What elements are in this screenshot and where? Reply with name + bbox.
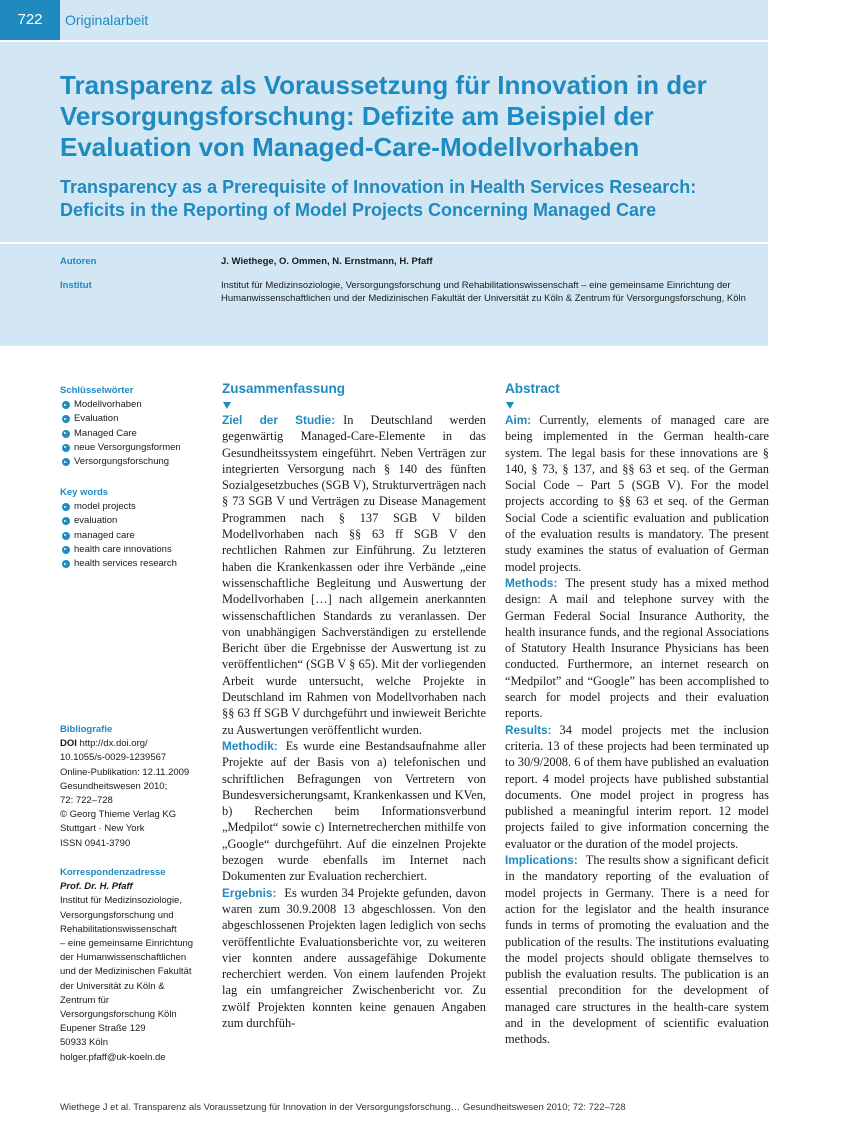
abstract-paragraph: Implications: The results show a significant deficit in the mandatory reporting of the evaluation of model projects in Germany. There is a need for action for the legislator and the health insurance funds in terms of promoting the evaluation and the publication of the results. The institutions evaluating the model projects should obligate themselves to publish the evaluation results. The publication is an essential precondition for the development of managed care structures in the health-care system and in the development of scientific evaluation methods.	[505, 853, 769, 1047]
page-number: 722	[0, 0, 60, 40]
keyword-item: Versorgungsforschung	[60, 455, 215, 469]
keyword-item: health care innovations	[60, 543, 215, 557]
keyword-item: model projects	[60, 500, 215, 514]
correspondence	[60, 866, 215, 1065]
contact-line: und der Medizinischen Fakultät	[60, 966, 192, 978]
bullet-arrow-icon	[62, 444, 70, 452]
bullet-arrow-icon	[62, 532, 70, 540]
institute-label: Institut	[60, 280, 92, 291]
bullet-arrow-icon	[62, 430, 70, 438]
correspondence-heading: Korrespondenzadresse	[60, 867, 166, 878]
contact-line: der Humanwissenschaftlichen	[60, 952, 187, 964]
divider	[0, 40, 768, 42]
abstract-paragraph: Methods: The present study has a mixed method design: A mail and telephone survey with the German Federal Social Insurance Authority, the health insurance funds, and the regional Associations of Statutory Health Insurance Physicians has been conducted. Furthermore, an internet research on “Medpilot” and “Google” has been accomplished to search for model projects and their evaluation reports.	[505, 575, 769, 721]
page-footer: Wiethege J et al. Transparenz als Voraussetzung für Innovation in der Versorgungsforschung… Gesundheitswesen 2010; 72: 722–728	[60, 1102, 626, 1113]
authors: J. Wiethege, O. Ommen, N. Ernstmann, H. Pfaff	[221, 256, 433, 267]
title-english: Transparency as a Prerequisite of Innovation in Health Services Research: Deficits in the Reporting of Model Projects Concerning Managed Care	[60, 177, 697, 220]
keywords-de	[60, 384, 215, 469]
issn: ISSN 0941-3790	[60, 837, 131, 849]
bibliography	[60, 723, 215, 851]
authors-label: Autoren	[60, 256, 97, 267]
keyword-item: Modellvorhaben	[60, 398, 215, 412]
title-german: Transparenz als Voraussetzung für Innovation in der Versorgungsforschung: Defizite am Beispiel der Evaluation von Managed-Care-Modellvorhaben	[60, 70, 707, 162]
keyword-item: Managed Care	[60, 427, 215, 441]
abstract-english-heading: Abstract	[505, 381, 560, 396]
contact-line: 50933 Köln	[60, 1037, 109, 1049]
contact-line: Eupener Straße 129	[60, 1023, 146, 1035]
journal: Gesundheitswesen 2010;	[60, 780, 168, 792]
abstract-english	[505, 380, 769, 1048]
keyword-item: evaluation	[60, 514, 215, 528]
abstract-paragraph: Aim: Currently, elements of managed care are being implemented in the German health-care system. The legal basis for these innovations are § 140, § 73, § 137, and §§ 63 et seq. of the German Social Code – Part 5 (SGB V). For the model projects according to §§ 63 et seq. of the German Social Code a scientific evaluation and publication of the evaluation results is mandatory. The present study examines the status of evaluation of German model projects.	[505, 413, 769, 574]
copyright: © Georg Thieme Verlag KG	[60, 809, 177, 821]
keyword-item: Evaluation	[60, 412, 215, 426]
contact-line: Institut für Medizinsoziologie,	[60, 895, 182, 907]
contact-name: Prof. Dr. H. Pfaff	[60, 881, 133, 893]
section-tag: Originalarbeit	[65, 12, 149, 28]
abstract-paragraph: Ziel der Studie: In Deutschland werden gegenwärtig Managed-Care-Elemente in das Gesundheitssystem eingeführt. Neben Verträgen zur integrierten Versorgung nach § 140 des fünften Sozialgesetzbuches (SGB V), Strukturverträgen nach § 73 SGB V und Verträgen zu Disease Management Programmen nach § 137 SGB V bilden Modellvorhaben nach §§ 63 ff SGB V den rechtlichen Rahmen zur Einführung. Zu letzteren haben die Krankenkassen oder ihre Verbände „eine wissenschaftliche Begleitung und Auswertung der Modellvorhaben […] nach allgemein anerkannten wissenschaftlichen Standards zu veranlassen. Der von unabhängigen Sachverständigen zu erstellende Bericht über die Ergebnisse der Auswertung ist zu veröffentlichen“ (SGB V § 65). Mit der vorliegenden Arbeit wurde untersucht, welche Projekte in Deutschland im Rahmen von Modellvorhaben nach §§ 63 ff SGB V durchgeführt und inwieweit Berichte zu Auswertungen veröffentlicht wurden.	[222, 413, 486, 737]
abstract-german-heading: Zusammenfassung	[222, 381, 346, 396]
keywords-de-heading: Schlüsselwörter	[60, 385, 134, 396]
keyword-item: managed care	[60, 529, 215, 543]
publisher-place: Stuttgart · New York	[60, 823, 145, 835]
bibliography-heading: Bibliografie	[60, 724, 113, 735]
bullet-arrow-icon	[62, 560, 70, 568]
bullet-arrow-icon	[62, 546, 70, 554]
triangle-down-icon	[506, 402, 514, 409]
bullet-arrow-icon	[62, 458, 70, 466]
keywords-en	[60, 486, 215, 571]
institute: Institut für Medizinsoziologie, Versorgungsforschung und Rehabilitationswissenschaft – eine gemeinsame Einrichtung der Humanwissenschaftlichen und der Medizinischen Fakultät der Universität zu Köln & Zentrum für Versorgungsforschung, Köln	[221, 280, 746, 304]
doi-link[interactable]: http://dx.doi.org/	[79, 738, 148, 750]
keyword-item: health services research	[60, 557, 215, 571]
bullet-arrow-icon	[62, 517, 70, 525]
abstract-paragraph: Ergebnis: Es wurden 34 Projekte gefunden, davon waren zum 30.9.2008 13 abgeschlossen. Von den abgeschlossenen Projekten lagen lediglich von sechs veröffentlichte Evaluationsberichte vor, zu weiteren vier konnten andere aussagefähige Dokumente recherchiert werden. Von einem laufenden Projekt lag ein umfangreicher Zwischenbericht vor. Zu zwölf Projekten konnten keine genauen Angaben zum durchfüh-	[222, 885, 486, 1030]
contact-line: Versorgungsforschung und	[60, 909, 174, 921]
online-date: Online-Publikation: 12.11.2009	[60, 766, 190, 778]
pages: 72: 722–728	[60, 795, 113, 807]
divider	[0, 242, 768, 244]
contact-line: der Universität zu Köln &	[60, 980, 165, 992]
keywords-en-heading: Key words	[60, 487, 109, 498]
doi-label: DOI	[60, 738, 77, 750]
contact-line: Versorgungsforschung Köln	[60, 1009, 177, 1021]
contact-line: Zentrum für	[60, 994, 110, 1006]
contact-line: – eine gemeinsame Einrichtung	[60, 938, 194, 950]
bullet-arrow-icon	[62, 415, 70, 423]
abstract-paragraph: Results: 34 model projects met the inclusion criteria. 13 of these projects had been terminated up to 30/9/2008. 6 of them have published an evaluation report. 4 model projects have published substantial documents. One model project in progress has published a meaningful interim report. 12 model projects failed to give information concerning the evaluator or the duration of the model projects.	[505, 722, 769, 851]
keyword-item: neue Versorgungsformen	[60, 441, 215, 455]
contact-line: Rehabilitationswissenschaft	[60, 923, 177, 935]
abstract-paragraph: Methodik: Es wurde eine Bestandsaufnahme aller Projekte auf der Basis von a) telefonischen und schriftlichen Befragungen von Vertretern von Bundesversicherungsamt, Krankenkassen und KVen, b) Recherchen beim Informationsverbund „Medpilot“ sowie c) Internetrecherchen mithilfe von „Google“ durchgeführt. Auf die einzelnen Projekte bezogen wurde ebenfalls im Internet nach Dokumenten zur Evaluation recherchiert.	[222, 738, 486, 884]
abstract-german	[222, 380, 486, 1031]
bullet-arrow-icon	[62, 401, 70, 409]
doi-id: 10.1055/s-0029-1239567	[60, 752, 167, 764]
contact-email[interactable]: holger.pfaff@uk-koeln.de	[60, 1051, 166, 1063]
triangle-down-icon	[223, 402, 231, 409]
bullet-arrow-icon	[62, 503, 70, 511]
